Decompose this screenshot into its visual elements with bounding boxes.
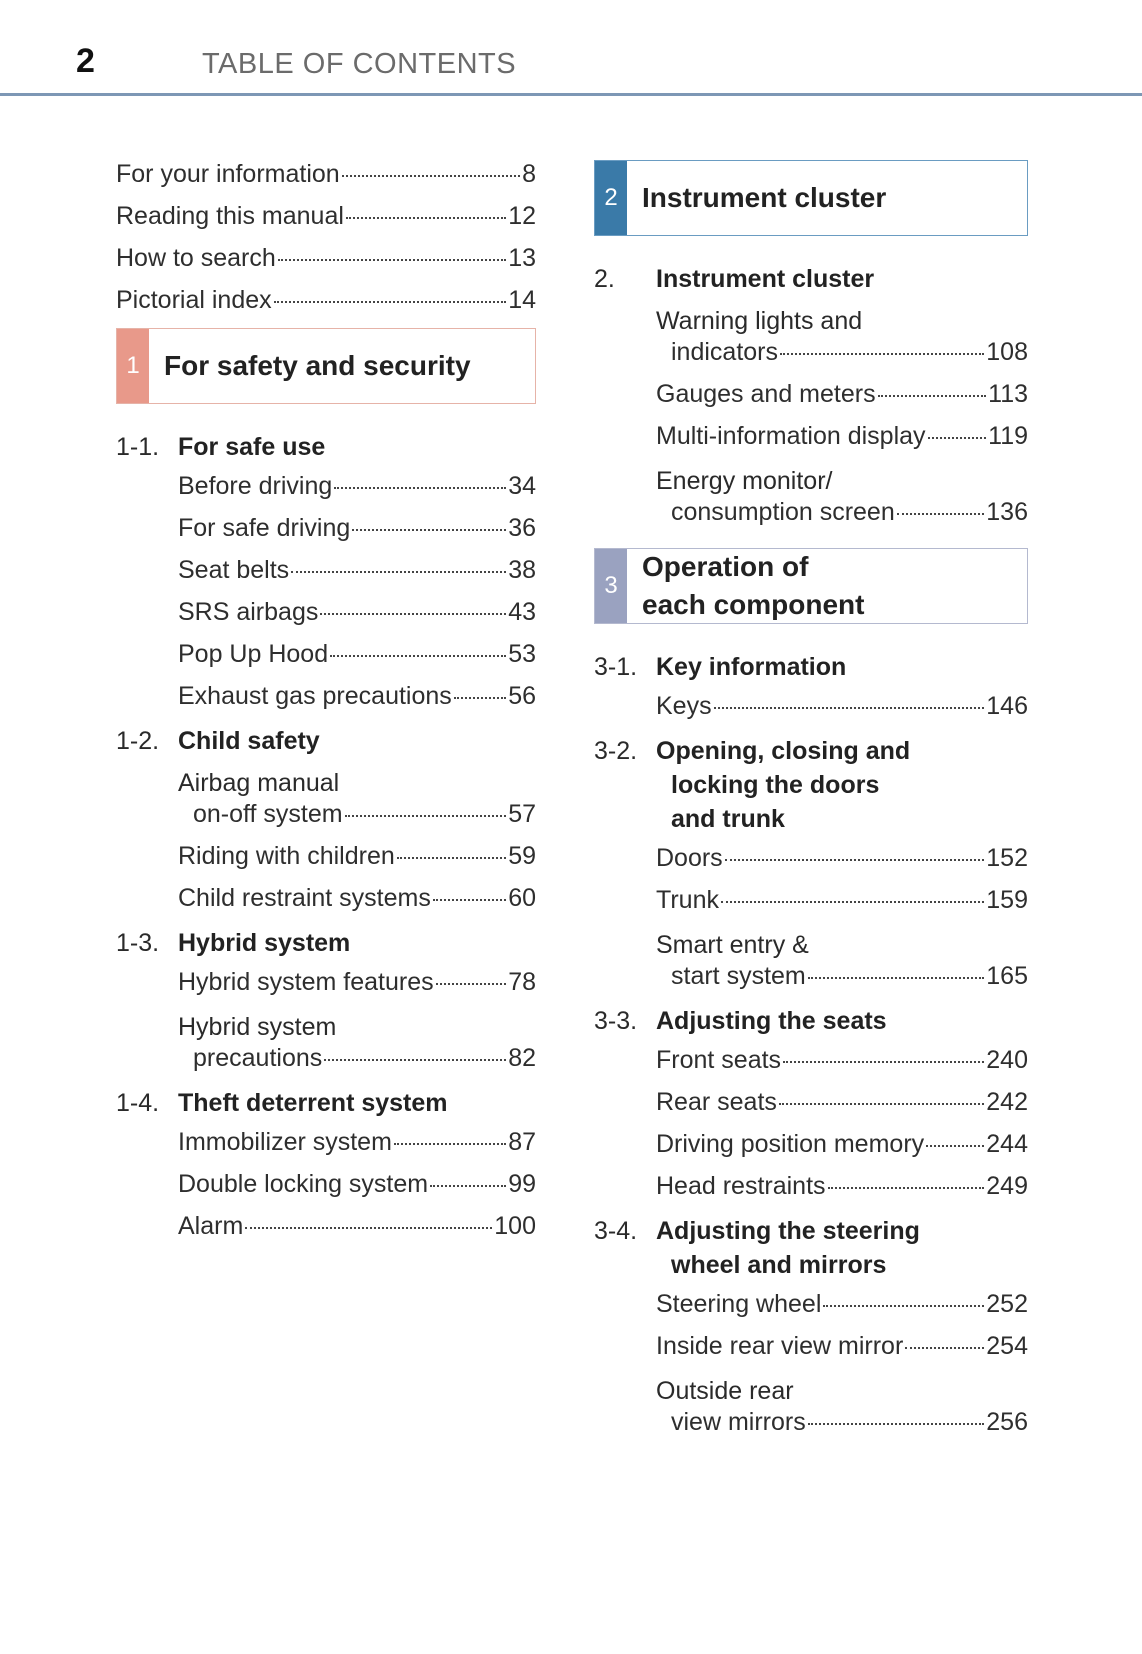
- entry-label-line1: Energy monitor/: [656, 467, 833, 495]
- entry-page: 119: [988, 422, 1028, 450]
- dot-leader: [324, 1059, 506, 1061]
- entry-label: Alarm: [178, 1212, 244, 1240]
- chapter-banner[interactable]: [594, 160, 1028, 236]
- section-title: [178, 1086, 536, 1120]
- toc-link[interactable]: [671, 338, 1028, 367]
- entry-page: 136: [986, 498, 1028, 526]
- dot-leader: [436, 983, 507, 985]
- toc-link[interactable]: [656, 844, 1028, 873]
- chapter-title: [149, 329, 535, 403]
- toc-link[interactable]: [178, 598, 536, 627]
- entry-label: Trunk: [656, 886, 719, 914]
- entry-label: How to search: [116, 244, 276, 272]
- toc-item: [656, 1130, 1028, 1172]
- section-title-line: Instrument cluster: [656, 265, 875, 293]
- dot-leader: [823, 1305, 984, 1307]
- toc-item: [178, 1128, 536, 1170]
- entry-label: Doors: [656, 844, 723, 872]
- toc-item: [656, 844, 1028, 886]
- entry-label-line1: Warning lights and: [656, 307, 863, 335]
- entry-label: Seat belts: [178, 556, 290, 584]
- entry-label-line1: Airbag manual: [178, 769, 340, 797]
- dot-leader: [808, 1423, 985, 1425]
- entry-page: 256: [986, 1408, 1028, 1436]
- section-title: [656, 1004, 1028, 1038]
- section-title-line: Adjusting the seats: [656, 1007, 887, 1035]
- right-column: [594, 160, 1028, 1450]
- section-title: [656, 262, 1028, 296]
- entry-page: 36: [508, 514, 536, 542]
- toc-link[interactable]: [193, 800, 536, 829]
- section-heading[interactable]: [116, 430, 536, 472]
- entry-page: 57: [508, 800, 536, 828]
- section-title-line: Child safety: [178, 727, 320, 755]
- toc-item: [656, 1172, 1028, 1214]
- entry-label: For your information: [116, 160, 340, 188]
- entry-label: Driving position memory: [656, 1130, 925, 1158]
- entry-page: 78: [508, 968, 536, 996]
- toc-link[interactable]: [116, 244, 536, 273]
- page-title: TABLE OF CONTENTS: [202, 48, 517, 80]
- dot-leader: [278, 259, 506, 261]
- header-divider: [0, 93, 1142, 96]
- entry-label: Double locking system: [178, 1170, 429, 1198]
- toc-link[interactable]: [178, 556, 536, 585]
- toc-item: [656, 1332, 1028, 1374]
- section-number: 1-4.: [116, 1089, 160, 1117]
- chapter-number-tab: 3: [595, 549, 627, 623]
- section-title: [656, 1214, 1028, 1282]
- section-title: [178, 926, 536, 960]
- dot-leader: [346, 217, 506, 219]
- chapter-banner[interactable]: [116, 328, 536, 404]
- chapter-title: [627, 549, 1027, 623]
- toc-link[interactable]: [671, 962, 1028, 991]
- section-number: 1-3.: [116, 929, 160, 957]
- dot-leader: [274, 301, 507, 303]
- entry-label: consumption screen: [671, 498, 895, 526]
- section-title-line: Adjusting the steering: [656, 1217, 920, 1245]
- dot-leader: [394, 1143, 506, 1145]
- chapter-title-line: For safety and security: [164, 350, 471, 381]
- entry-label: Pop Up Hood: [178, 640, 329, 668]
- toc-item: [178, 598, 536, 640]
- toc-link[interactable]: [193, 1044, 536, 1073]
- section-heading[interactable]: [594, 650, 1028, 692]
- entry-label: start system: [671, 962, 806, 990]
- entry-label: For safe driving: [178, 514, 351, 542]
- entry-label-line1: Hybrid system: [178, 1013, 337, 1041]
- toc-link[interactable]: [656, 1172, 1028, 1201]
- dot-leader: [725, 859, 985, 861]
- dot-leader: [320, 613, 506, 615]
- toc-item: [178, 514, 536, 556]
- entry-page: 249: [986, 1172, 1028, 1200]
- toc-item: [656, 1088, 1028, 1130]
- toc-link[interactable]: [656, 886, 1028, 915]
- entry-label: Before driving: [178, 472, 333, 500]
- toc-link[interactable]: [178, 968, 536, 997]
- entry-page: 113: [988, 380, 1028, 408]
- entry-label: Immobilizer system: [178, 1128, 392, 1156]
- dot-leader: [928, 437, 987, 439]
- toc-link[interactable]: [178, 514, 536, 543]
- chapter-title: [627, 161, 1027, 235]
- chapter-number-tab: 2: [595, 161, 627, 235]
- toc-item: [178, 968, 536, 1010]
- section-number: 3-1.: [594, 653, 638, 681]
- toc-item: [178, 472, 536, 514]
- dot-leader: [897, 513, 985, 515]
- entry-label: Front seats: [656, 1046, 782, 1074]
- toc-item: [178, 1170, 536, 1212]
- toc-item: [656, 1046, 1028, 1088]
- entry-page: 38: [508, 556, 536, 584]
- dot-leader: [926, 1145, 984, 1147]
- entry-label: on-off system: [193, 800, 343, 828]
- toc-link[interactable]: [178, 884, 536, 913]
- entry-label: Gauges and meters: [656, 380, 876, 408]
- dot-leader: [342, 175, 520, 177]
- entry-page: 34: [508, 472, 536, 500]
- toc-link[interactable]: [116, 160, 536, 189]
- toc-link[interactable]: [671, 498, 1028, 527]
- dot-leader: [721, 901, 984, 903]
- toc-item: [178, 842, 536, 884]
- entry-page: 240: [986, 1046, 1028, 1074]
- toc-link[interactable]: [178, 472, 536, 501]
- section-title: [178, 430, 536, 464]
- chapter-title-line: Operation of: [642, 551, 809, 582]
- toc-link[interactable]: [178, 1128, 536, 1157]
- left-column: [116, 160, 536, 1254]
- section-title: [178, 724, 536, 758]
- toc-item: [656, 928, 1028, 1004]
- entry-page: 99: [508, 1170, 536, 1198]
- entry-page: 152: [986, 844, 1028, 872]
- dot-leader: [397, 857, 506, 859]
- section-heading[interactable]: [116, 926, 536, 968]
- toc-item: [656, 1290, 1028, 1332]
- toc-item: [178, 1010, 536, 1086]
- section-number: 3-2.: [594, 737, 638, 765]
- entry-label: Keys: [656, 692, 712, 720]
- toc-item: [178, 1212, 536, 1254]
- entry-page: 14: [508, 286, 536, 314]
- section-title-line: Theft deterrent system: [178, 1089, 448, 1117]
- toc-link[interactable]: [656, 1332, 1028, 1361]
- entry-page: 252: [986, 1290, 1028, 1318]
- dot-leader: [433, 899, 506, 901]
- toc-section: [116, 1086, 536, 1254]
- section-heading[interactable]: [594, 1214, 1028, 1290]
- section-title-line: Key information: [656, 653, 847, 681]
- section-title: [656, 650, 1028, 684]
- entry-page: 56: [508, 682, 536, 710]
- toc-section: [116, 430, 536, 724]
- entry-page: 242: [986, 1088, 1028, 1116]
- toc-section: [594, 262, 1028, 540]
- chapter-banner[interactable]: [594, 548, 1028, 624]
- toc-section: [594, 1214, 1028, 1450]
- dot-leader: [828, 1187, 985, 1189]
- toc-link[interactable]: [116, 286, 536, 315]
- dot-leader: [330, 655, 506, 657]
- entry-page: 12: [508, 202, 536, 230]
- entry-page: 159: [986, 886, 1028, 914]
- toc-section: [594, 1004, 1028, 1214]
- toc-link[interactable]: [178, 842, 536, 871]
- entry-label: Pictorial index: [116, 286, 272, 314]
- section-number: 3-3.: [594, 1007, 638, 1035]
- entry-page: 82: [508, 1044, 536, 1072]
- entry-label: Rear seats: [656, 1088, 777, 1116]
- toc-section: [116, 926, 536, 1086]
- toc-item: [656, 464, 1028, 540]
- entry-label-line1: Smart entry &: [656, 931, 809, 959]
- dot-leader: [905, 1347, 984, 1349]
- section-heading[interactable]: [116, 1086, 536, 1128]
- chapter-number-tab: 1: [117, 329, 149, 403]
- entry-label: Child restraint systems: [178, 884, 431, 912]
- front-matter-item: [116, 202, 536, 244]
- toc-link[interactable]: [656, 692, 1028, 721]
- section-title-line: wheel and mirrors: [671, 1251, 887, 1279]
- section-heading[interactable]: [594, 262, 1028, 304]
- section-heading[interactable]: [116, 724, 536, 766]
- toc-link[interactable]: [116, 202, 536, 231]
- front-matter-item: [116, 160, 536, 202]
- entry-page: 254: [986, 1332, 1028, 1360]
- entry-label: Multi-information display: [656, 422, 926, 450]
- entry-label: precautions: [193, 1044, 323, 1072]
- entry-page: 100: [494, 1212, 536, 1240]
- front-matter-item: [116, 244, 536, 286]
- toc-link[interactable]: [656, 1290, 1028, 1319]
- entry-label: SRS airbags: [178, 598, 319, 626]
- toc-item: [656, 1374, 1028, 1450]
- entry-page: 60: [508, 884, 536, 912]
- section-title-line: and trunk: [671, 805, 785, 833]
- dot-leader: [352, 529, 506, 531]
- entry-page: 43: [508, 598, 536, 626]
- dot-leader: [430, 1185, 506, 1187]
- toc-item: [656, 422, 1028, 464]
- toc-link[interactable]: [178, 1212, 536, 1241]
- toc-link[interactable]: [656, 1088, 1028, 1117]
- chapter-title-line: Instrument cluster: [642, 182, 887, 213]
- entry-label: view mirrors: [671, 1408, 806, 1436]
- entry-page: 87: [508, 1128, 536, 1156]
- dot-leader: [334, 487, 506, 489]
- entry-page: 59: [508, 842, 536, 870]
- section-title: [656, 734, 1028, 836]
- toc-item: [656, 886, 1028, 928]
- entry-page: 146: [986, 692, 1028, 720]
- toc-link[interactable]: [656, 380, 1028, 409]
- section-number: 2.: [594, 265, 615, 293]
- toc-link[interactable]: [656, 1130, 1028, 1159]
- toc-link[interactable]: [178, 640, 536, 669]
- entry-label: Steering wheel: [656, 1290, 822, 1318]
- entry-page: 108: [986, 338, 1028, 366]
- entry-page: 8: [522, 160, 536, 188]
- entry-label: Riding with children: [178, 842, 395, 870]
- dot-leader: [714, 707, 985, 709]
- toc-item: [178, 766, 536, 842]
- entry-page: 165: [986, 962, 1028, 990]
- dot-leader: [291, 571, 506, 573]
- section-title-line: locking the doors: [671, 771, 880, 799]
- toc-section: [594, 734, 1028, 1004]
- section-heading[interactable]: [594, 1004, 1028, 1046]
- toc-link[interactable]: [656, 422, 1028, 451]
- section-title-line: For safe use: [178, 433, 326, 461]
- dot-leader: [345, 815, 507, 817]
- section-number: 3-4.: [594, 1217, 638, 1245]
- section-heading[interactable]: [594, 734, 1028, 844]
- dot-leader: [454, 697, 506, 699]
- section-title-line: Hybrid system: [178, 929, 351, 957]
- toc-section: [594, 650, 1028, 734]
- entry-page: 53: [508, 640, 536, 668]
- entry-page: 13: [508, 244, 536, 272]
- dot-leader: [878, 395, 987, 397]
- toc-link[interactable]: [656, 1046, 1028, 1075]
- toc-item: [178, 556, 536, 598]
- dot-leader: [808, 977, 985, 979]
- entry-label: indicators: [671, 338, 778, 366]
- entry-label: Reading this manual: [116, 202, 344, 230]
- page-number: 2: [76, 42, 95, 80]
- toc-link[interactable]: [671, 1408, 1028, 1437]
- toc-link[interactable]: [178, 682, 536, 711]
- dot-leader: [780, 353, 984, 355]
- front-matter-item: [116, 286, 536, 328]
- dot-leader: [783, 1061, 984, 1063]
- chapter-title-line: each component: [642, 589, 865, 620]
- entry-label: Hybrid system features: [178, 968, 434, 996]
- toc-link[interactable]: [178, 1170, 536, 1199]
- entry-label: Exhaust gas precautions: [178, 682, 452, 710]
- toc-item: [656, 380, 1028, 422]
- dot-leader: [779, 1103, 984, 1105]
- toc-item: [656, 304, 1028, 380]
- section-number: 1-2.: [116, 727, 160, 755]
- entry-label-line1: Outside rear: [656, 1377, 794, 1405]
- toc-item: [178, 640, 536, 682]
- entry-label: Head restraints: [656, 1172, 826, 1200]
- entry-label: Inside rear view mirror: [656, 1332, 904, 1360]
- toc-item: [178, 682, 536, 724]
- section-number: 1-1.: [116, 433, 160, 461]
- toc-item: [656, 692, 1028, 734]
- toc-section: [116, 724, 536, 926]
- toc-item: [178, 884, 536, 926]
- entry-page: 244: [986, 1130, 1028, 1158]
- section-title-line: Opening, closing and: [656, 737, 911, 765]
- dot-leader: [245, 1227, 492, 1229]
